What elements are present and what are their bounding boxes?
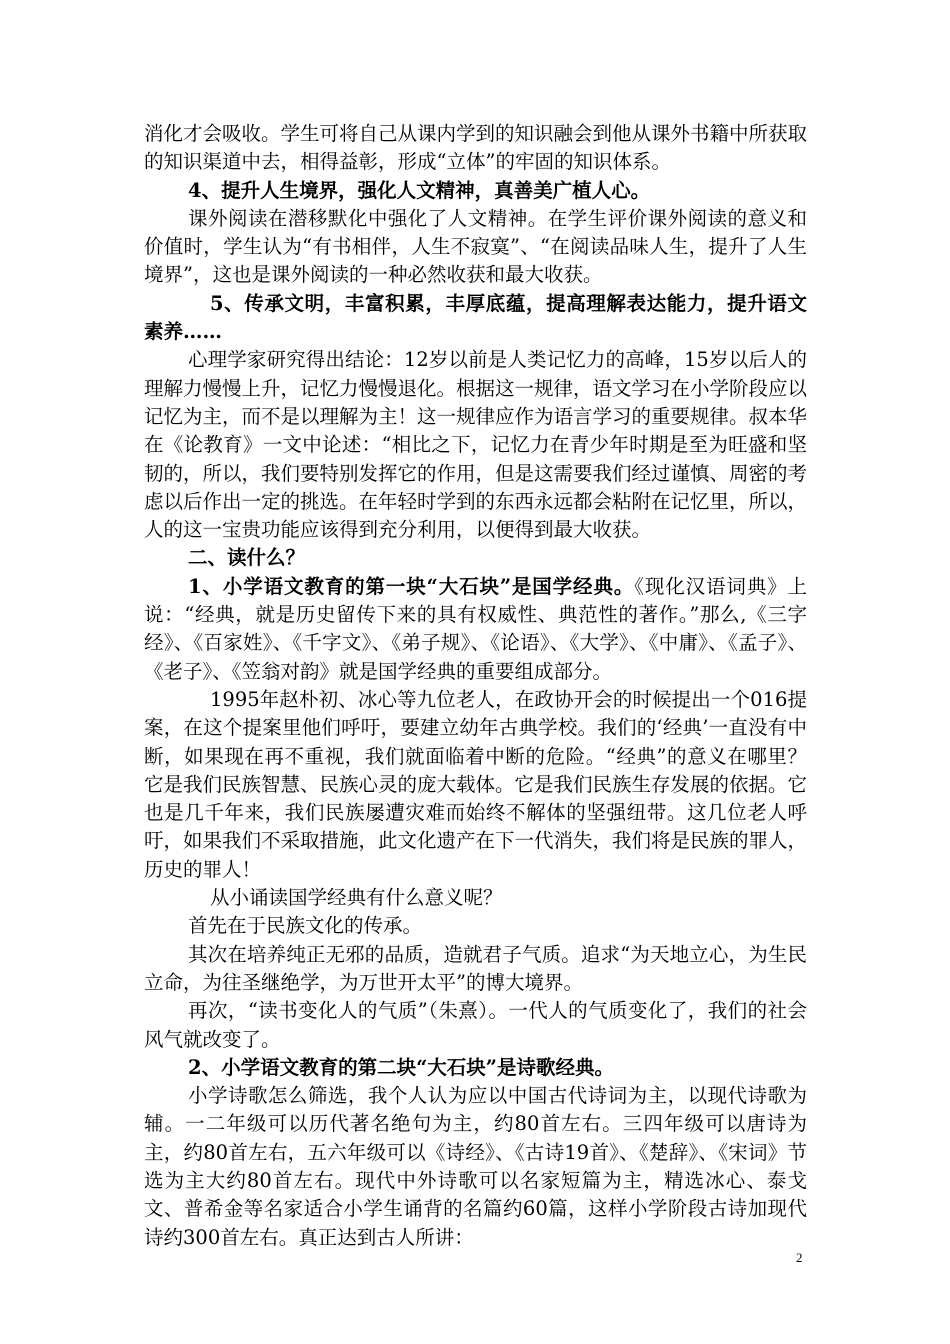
- paragraph: 1995年赵朴初、冰心等九位老人，在政协开会的时候提出一个016提案，在这个提案里他们呼吁，要建立幼年古典学校。我们的‘经典’一直没有中断，如果现在再不重视，我们就面临着中断的危险。“经典”的意义在哪里？它是我们民族智慧、民族心灵的庞大载体。它是我们民族生存发展的依据。它也是几千年来，我们民族屡遭灾难而始终不解体的坚强纽带。这几位老人呼吁，如果我们不采取措施，此文化遗产在下一代消失，我们将是民族的罪人，历史的罪人！: [144, 687, 808, 881]
- section-heading: 4、提升人生境界，强化人文精神，真善美广植人心。: [188, 178, 651, 202]
- paragraph-text: 消化才会吸收。学生可将自己从课内学到的知识融会到他从课外书籍中所获取的知识渠道中去，相得益彰，形成“立体”的牢固的知识体系。: [144, 122, 808, 174]
- section-heading: 二、读什么？: [188, 546, 306, 570]
- section-heading: 2、小学语文教育的第二块“大石块”是诗歌经典。: [188, 1055, 615, 1079]
- paragraph: 其次在培养纯正无邪的品质，造就君子气质。追求“为天地立心，为生民立命，为往圣继绝学，为万世开太平”的博大境界。: [144, 942, 807, 994]
- document-body: [144, 120, 807, 1252]
- paragraph: 小学诗歌怎么筛选，我个人认为应以中国古代诗词为主，以现代诗歌为辅。一二年级可以历代著名绝句为主，约80首左右。三四年级可以唐诗为主，约80首左右，五六年级可以《诗经》、《古诗19首》、《楚辞》、《宋词》节选为主大约80首左右。现代中外诗歌可以名家短篇为主，精选冰心、泰戈文、普希金等名家适合小学生诵背的名篇约60篇，这样小学阶段古诗加现代诗约300首左右。真正达到古人所讲：: [144, 1084, 807, 1249]
- paragraph: 课外阅读在潜移默化中强化了人文精神。在学生评价课外阅读的意义和价值时，学生认为“有书相伴，人生不寂寞”、“在阅读品味人生，提升了人生境界”，这也是课外阅读的一种必然收获和最大收获。: [144, 206, 807, 287]
- page-number: 2: [796, 1250, 803, 1265]
- paragraph-bold-lead: 1、小学语文教育的第一块“大石块”是国学经典。: [188, 574, 635, 598]
- paragraph: [144, 120, 807, 177]
- paragraph: 1、小学语文教育的第一块“大石块”是国学经典。《现化汉语词典》上说：“经典，就是历史留传下来的具有权威性、典范性的著作。”那么,《三字经》、《百家姓》、《千字文》、《弟子规》、《论语》、《大学》、《中庸》、《孟子》、《老子》、《笠翁对韵》就是国学经典的重要组成部分。: [144, 574, 807, 683]
- section-heading: 5、传承文明，丰富积累，丰厚底蕴，提高理解表达能力，提升语文素养……: [144, 291, 807, 344]
- paragraph: 再次，“读书变化人的气质”（朱熹）。一代人的气质变化了，我们的社会风气就改变了。: [144, 999, 807, 1051]
- paragraph: 首先在于民族文化的传承。: [188, 914, 423, 938]
- paragraph: 从小诵读国学经典有什么意义呢？: [210, 886, 503, 910]
- paragraph: 心理学家研究得出结论：12岁以前是人类记忆力的高峰，15岁以后人的理解力慢慢上升，记忆力慢慢退化。根据这一规律，语文学习在小学阶段应以记忆为主，而不是以理解为主！这一规律应作为语言学习的重要规律。叔本华在《论教育》一文中论述：“相比之下，记忆力在青少年时期是至为旺盛和坚韧的，所以，我们要特别发挥它的作用，但是这需要我们经过谨慎、周密的考虑以后作出一定的挑选。在年轻时学到的东西永远都会粘附在记忆里，所以，人的这一宝贵功能应该得到充分利用，以便得到最大收获。: [144, 348, 808, 542]
